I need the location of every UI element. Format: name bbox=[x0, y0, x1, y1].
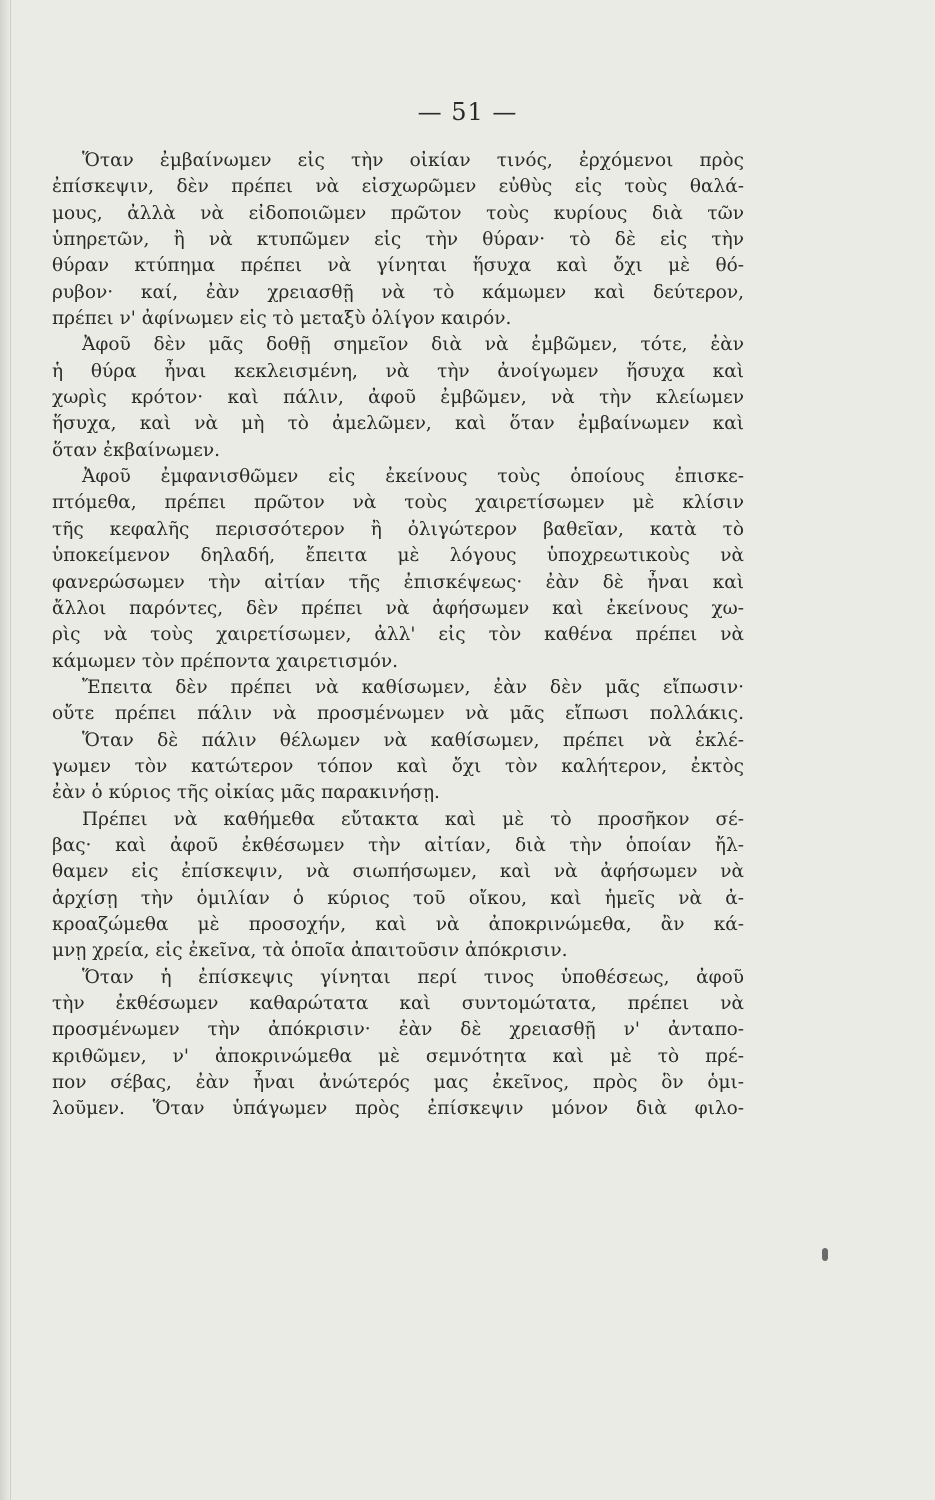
text-line: τὴν ἐκθέσωμεν καθαρώτατα καὶ συντομώτατα, πρέπει νὰ bbox=[52, 993, 744, 1014]
text-line: κριθῶμεν, ν' ἀποκρινώμεθα μὲ σεμνότητα καὶ μὲ τὸ πρέ- bbox=[52, 1045, 744, 1067]
text-line: ἐὰν ὁ κύριος τῆς οἰκίας μᾶς παρακινήσῃ. bbox=[52, 782, 440, 804]
page-number: — 51 — bbox=[417, 98, 518, 126]
text-line: ὑπηρετῶν, ἢ νὰ κτυπῶμεν εἰς τὴν θύραν· τὸ δὲ εἰς τὴν bbox=[52, 229, 744, 251]
text-line: κάμωμεν τὸν πρέποντα χαιρετισμόν. bbox=[52, 650, 398, 672]
text-line: βας· καὶ ἀφοῦ ἐκθέσωμεν τὴν αἰτίαν, διὰ τὴν ὁποίαν ἤλ- bbox=[52, 834, 744, 856]
text-line: θαμεν εἰς ἐπίσκεψιν, νὰ σιωπήσωμεν, καὶ νὰ ἀφήσωμεν νὰ bbox=[52, 861, 744, 883]
page-fold-line bbox=[10, 0, 11, 1500]
text-line: ρυβον· καί, ἐὰν χρειασθῇ νὰ τὸ κάμωμεν καὶ δεύτερον, bbox=[52, 281, 744, 303]
text-line: ἡ θύρα ἦναι κεκλεισμένη, νὰ τὴν ἀνοίγωμεν ἥσυχα καὶ bbox=[52, 360, 744, 382]
text-line: ὅταν ἐκβαίνωμεν. bbox=[52, 439, 220, 461]
text-line: ἄλλοι παρόντες, δὲν πρέπει νὰ ἀφήσωμεν καὶ ἐκείνους χω- bbox=[52, 597, 744, 619]
text-line: Ὅταν δὲ πάλιν θέλωμεν νὰ καθίσωμεν, πρέπει νὰ ἐκλέ- bbox=[82, 729, 744, 751]
text-line: πον σέβας, ἐὰν ἦναι ἀνώτερός μας ἐκεῖνος, πρὸς ὃν ὁμι- bbox=[52, 1072, 744, 1094]
text-line: Πρέπει νὰ καθήμεθα εὔτακτα καὶ μὲ τὸ προσῆκον σέ- bbox=[82, 808, 744, 830]
ink-mark bbox=[822, 1248, 828, 1261]
page-edge-shadow bbox=[0, 0, 10, 1500]
text-line: θύραν κτύπημα πρέπει νὰ γίνηται ἥσυχα καὶ ὄχι μὲ θό- bbox=[52, 255, 744, 277]
text-line: πρέπει ν' ἀφίνωμεν εἰς τὸ μεταξὺ ὀλίγον καιρόν. bbox=[52, 308, 512, 330]
text-line: προσμένωμεν τὴν ἀπόκρισιν· ἐὰν δὲ χρειασθῇ ν' ἀνταπο- bbox=[52, 1019, 744, 1041]
text-line: Ἀφοῦ δὲν μᾶς δοθῇ σημεῖον διὰ νὰ ἐμβῶμεν, τότε, ἐὰν bbox=[82, 334, 744, 356]
text-line: οὔτε πρέπει πάλιν νὰ προσμένωμεν νὰ μᾶς εἴπωσι πολλάκις. bbox=[52, 703, 744, 725]
text-line: μους, ἀλλὰ νὰ εἰδοποιῶμεν πρῶτον τοὺς κυρίους διὰ τῶν bbox=[52, 202, 744, 224]
text-line: μνῃ χρεία, εἰς ἐκεῖνα, τὰ ὁποῖα ἀπαιτοῦσιν ἀπόκρισιν. bbox=[52, 940, 568, 962]
text-line: φανερώσωμεν τὴν αἰτίαν τῆς ἐπισκέψεως· ἐὰν δὲ ἦναι καὶ bbox=[52, 571, 744, 593]
text-line: τῆς κεφαλῆς περισσότερον ἢ ὀλιγώτερον βαθεῖαν, κατὰ τὸ bbox=[52, 518, 744, 540]
text-line: ἐπίσκεψιν, δὲν πρέπει νὰ εἰσχωρῶμεν εὐθὺς εἰς τοὺς θαλά- bbox=[52, 176, 744, 198]
text-line: ὑποκείμενον δηλαδή, ἔπειτα μὲ λόγους ὑποχρεωτικοὺς νὰ bbox=[52, 545, 744, 567]
text-line: κροαζώμεθα μὲ προσοχήν, καὶ νὰ ἀποκρινώμεθα, ἂν κά- bbox=[52, 913, 744, 935]
text-line: ἀρχίσῃ τὴν ὁμιλίαν ὁ κύριος τοῦ οἴκου, καὶ ἡμεῖς νὰ ἀ- bbox=[52, 887, 744, 909]
text-body bbox=[52, 148, 744, 1123]
text-line: λοῦμεν. Ὅταν ὑπάγωμεν πρὸς ἐπίσκεψιν μόνον διὰ φιλο- bbox=[52, 1098, 744, 1120]
text-line: Ὅταν ἡ ἐπίσκεψις γίνηται περί τινος ὑποθέσεως, ἀφοῦ bbox=[82, 966, 744, 988]
text-line: Ἀφοῦ ἐμφανισθῶμεν εἰς ἐκείνους τοὺς ὁποίους ἐπισκε- bbox=[82, 466, 744, 488]
text-line: Ὅταν ἐμβαίνωμεν εἰς τὴν οἰκίαν τινός, ἐρχόμενοι πρὸς bbox=[82, 150, 744, 171]
text-line: Ἔπειτα δὲν πρέπει νὰ καθίσωμεν, ἐὰν δὲν μᾶς εἴπωσιν· bbox=[82, 676, 744, 698]
text-line: χωρὶς κρότον· καὶ πάλιν, ἀφοῦ ἐμβῶμεν, νὰ τὴν κλείωμεν bbox=[52, 387, 744, 409]
text-line: γωμεν τὸν κατώτερον τόπον καὶ ὄχι τὸν καλήτερον, ἐκτὸς bbox=[52, 755, 744, 777]
text-line: ρὶς νὰ τοὺς χαιρετίσωμεν, ἀλλ' εἰς τὸν καθένα πρέπει νὰ bbox=[52, 624, 744, 646]
text-line: ἥσυχα, καὶ νὰ μὴ τὸ ἀμελῶμεν, καὶ ὅταν ἐμβαίνωμεν καὶ bbox=[52, 413, 744, 435]
text-line: πτόμεθα, πρέπει πρῶτον νὰ τοὺς χαιρετίσωμεν μὲ κλίσιν bbox=[52, 492, 744, 514]
